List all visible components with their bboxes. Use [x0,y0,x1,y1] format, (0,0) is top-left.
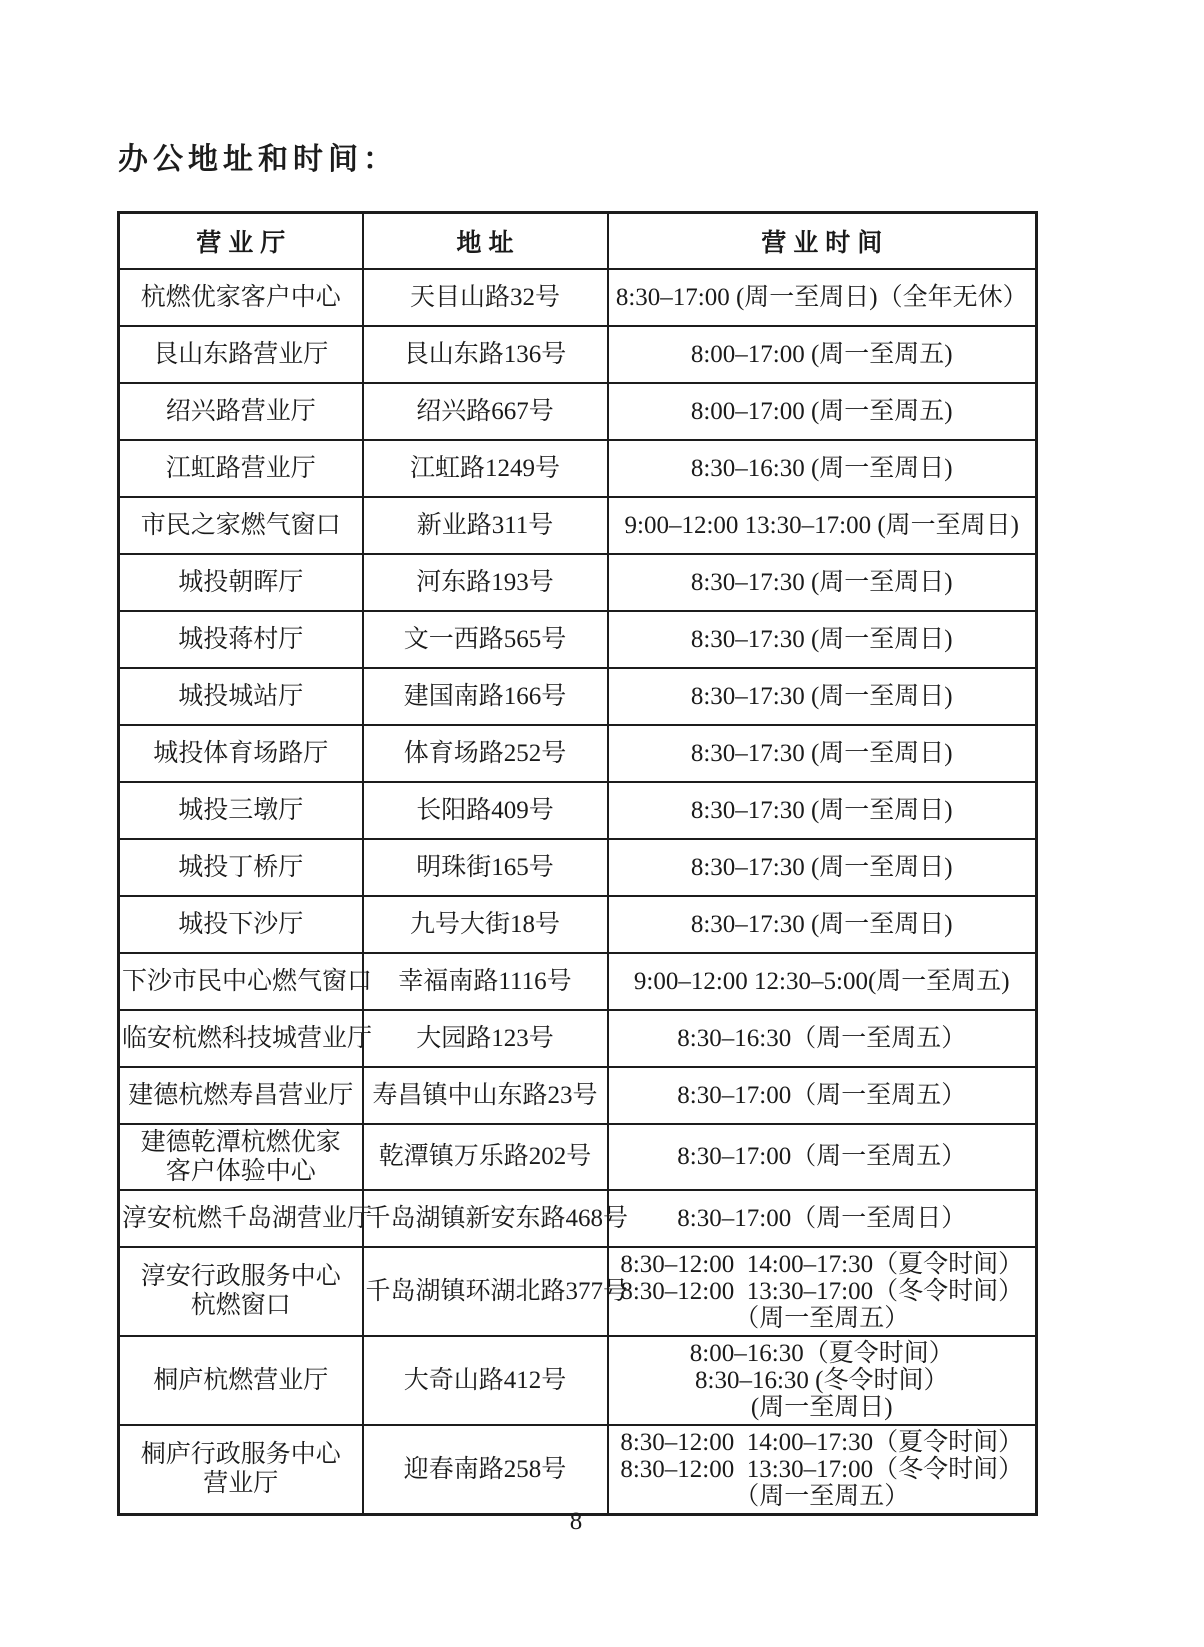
cell-hall [119,1247,363,1336]
cell-hall [119,554,363,611]
cell-address [363,440,608,497]
table-body [119,269,1037,1515]
cell-hall-line: 江虹路营业厅 [165,454,316,482]
table-row [119,269,1037,326]
cell-hall [119,1336,363,1425]
cell-hours [608,1067,1037,1124]
cell-hours-line: （周一至周五） [734,1482,910,1510]
table-row [119,725,1037,782]
cell-hours-line: 8:30–17:30 (周一至周日) [690,739,953,767]
cell-hall-line: 建德乾潭杭燃优家 [140,1128,341,1156]
table-row [119,554,1037,611]
table-row [119,1190,1037,1247]
cell-address [363,269,608,326]
column-header-hall: 营业厅 [119,213,363,269]
cell-address [363,953,608,1010]
cell-hall [119,1124,363,1190]
table-row [119,782,1037,839]
cell-hours [608,1336,1037,1425]
cell-hours-line: 8:30–12:00 13:30–17:00（冬令时间） [620,1277,1024,1305]
cell-hours-line: 8:30–16:30（周一至周五） [677,1024,967,1052]
table-row [119,326,1037,383]
cell-address-line: 寿昌镇中山东路23号 [372,1081,598,1109]
cell-hours-line: 8:30–17:00（周一至周五） [677,1081,967,1109]
cell-hall [119,383,363,440]
cell-address [363,1336,608,1425]
cell-hours [608,326,1037,383]
cell-address [363,1067,608,1124]
table-row [119,668,1037,725]
cell-address-line: 大园路123号 [416,1024,554,1052]
cell-hall-line: 市民之家燃气窗口 [140,511,341,539]
cell-address-line: 长阳路409号 [416,796,554,824]
cell-hours-line: 9:00–12:00 13:30–17:00 (周一至周日) [624,511,1019,539]
cell-hours-line: 8:30–17:00（周一至周日） [677,1204,967,1232]
cell-hall-line: 营业厅 [203,1470,279,1497]
cell-hall [119,1010,373,1067]
cell-address [363,725,608,782]
cell-address [363,782,608,839]
cell-hours-line: 8:30–17:30 (周一至周日) [690,910,953,938]
cell-address [363,839,608,896]
cell-hall [119,896,363,953]
cell-hall-line: 临安杭燃科技城营业厅 [122,1024,373,1052]
cell-hours-line: 8:30–17:30 (周一至周日) [690,568,953,596]
cell-address [363,554,608,611]
cell-hours [608,953,1037,1010]
cell-hall-line: 城投朝晖厅 [178,568,304,596]
cell-hall [119,1067,363,1124]
cell-hall-line: 城投三墩厅 [178,796,304,824]
cell-hours-line: 8:30–12:00 14:00–17:30（夏令时间） [620,1250,1024,1278]
cell-hours [608,497,1037,554]
cell-hall [119,782,363,839]
cell-address-line: 艮山东路136号 [403,340,567,368]
table-row [119,611,1037,668]
table-header-row [119,213,1037,269]
cell-address-line: 河东路193号 [416,568,554,596]
cell-address-line: 明珠街165号 [416,853,554,881]
cell-hall-line: 桐庐杭燃营业厅 [153,1366,329,1394]
cell-hall-line: 城投城站厅 [178,682,304,710]
cell-address-line: 新业路311号 [416,511,554,539]
table-row [119,1067,1037,1124]
cell-hall-line: 绍兴路营业厅 [165,397,316,425]
cell-hours-line: (周一至周日) [750,1393,893,1421]
cell-hours [608,668,1037,725]
table-row [119,1010,1037,1067]
page-number: 8 [569,1508,583,1535]
cell-address [363,1247,629,1336]
cell-hours-line: 8:30–17:30 (周一至周日) [690,796,953,824]
column-header-address: 地址 [363,213,608,269]
cell-address-line: 天目山路32号 [409,283,560,311]
cell-address [363,383,608,440]
cell-hours [608,725,1037,782]
cell-address [363,1425,608,1515]
table-row [119,440,1037,497]
table-row [119,383,1037,440]
cell-address [363,326,608,383]
cell-hours [608,554,1037,611]
cell-hall-line: 城投下沙厅 [178,910,304,938]
cell-hours-line: 8:30–17:00（周一至周五） [677,1143,967,1170]
cell-address-line: 绍兴路667号 [416,397,554,425]
page-title: 办公地址和时间： [118,143,398,176]
cell-address-line: 千岛湖镇环湖北路377号 [365,1277,629,1305]
cell-hours [608,782,1037,839]
cell-hall-line: 艮山东路营业厅 [153,340,329,368]
cell-address-line: 千岛湖镇新安东路468号 [365,1204,629,1232]
table-row [119,1425,1037,1515]
cell-hours-line: 8:30–17:00 (周一至周日)（全年无休） [615,283,1028,311]
cell-hours-line: 8:30–16:30 (周一至周日) [690,454,953,482]
cell-hall-line: 淳安杭燃千岛湖营业厅 [122,1204,373,1232]
cell-hall [119,326,363,383]
cell-hall [119,1190,373,1247]
cell-address-line: 体育场路252号 [403,739,567,767]
cell-address [363,668,608,725]
cell-hours-line: 8:30–17:30 (周一至周日) [690,625,953,653]
cell-hall [119,668,363,725]
cell-hall-line: 客户体验中心 [165,1157,316,1185]
cell-hall [119,269,363,326]
cell-hours [608,1247,1037,1336]
cell-hours-line: 8:30–17:30 (周一至周日) [690,682,953,710]
office-hours-table [117,211,1038,1516]
cell-hours-line: 8:30–12:00 14:00–17:30（夏令时间） [620,1428,1024,1456]
cell-address [363,1124,608,1190]
cell-hours [608,611,1037,668]
cell-address-line: 九号大街18号 [409,910,560,938]
cell-hours [608,839,1037,896]
cell-address-line: 江虹路1249号 [409,454,560,482]
cell-address-line: 建国南路166号 [403,682,567,710]
cell-hours-line: 9:00–12:00 12:30–5:00(周一至周五) [633,967,1010,995]
cell-hall-line: 建德杭燃寿昌营业厅 [128,1081,354,1109]
cell-address [363,1190,629,1247]
table-row [119,839,1037,896]
cell-hall [119,839,363,896]
cell-address-line: 迎春南路258号 [403,1455,567,1483]
cell-address-line: 文一西路565号 [403,625,567,653]
cell-hours [608,269,1037,326]
cell-hours [608,1425,1037,1515]
cell-hours [608,383,1037,440]
table-row [119,953,1037,1010]
cell-address-line: 乾潭镇万乐路202号 [378,1143,592,1170]
cell-hall-line: 杭燃优家客户中心 [140,283,341,311]
cell-address [363,896,608,953]
cell-hours-line: 8:00–16:30（夏令时间） [689,1339,954,1367]
cell-hall-line: 城投体育场路厅 [153,739,329,767]
cell-hall [119,440,363,497]
cell-hall-line: 城投丁桥厅 [178,853,304,881]
cell-hours [608,1010,1037,1067]
cell-hours [608,1124,1037,1190]
table-row [119,497,1037,554]
cell-hall-line: 城投蒋村厅 [178,625,304,653]
cell-hours-line: 8:00–17:00 (周一至周五) [690,340,953,368]
cell-address-line: 幸福南路1116号 [398,967,572,995]
cell-hours-line: （周一至周五） [734,1304,910,1332]
cell-hours [608,440,1037,497]
cell-hall [119,725,363,782]
table-row [119,1247,1037,1336]
table-row [119,896,1037,953]
cell-hall-line: 下沙市民中心燃气窗口 [122,967,373,995]
cell-hall [119,611,363,668]
cell-address [363,611,608,668]
cell-hours-line: 8:00–17:00 (周一至周五) [690,397,953,425]
cell-address-line: 大奇山路412号 [403,1366,567,1394]
cell-hours-line: 8:30–12:00 13:30–17:00（冬令时间） [620,1455,1024,1483]
cell-hall [119,1425,363,1515]
cell-hall-line: 淳安行政服务中心 [140,1263,341,1290]
cell-hours-line: 8:30–17:30 (周一至周日) [690,853,953,881]
cell-hall-line: 桐庐行政服务中心 [140,1441,341,1468]
cell-hours [608,896,1037,953]
cell-hall [119,497,363,554]
cell-hours [608,1190,1037,1247]
cell-hall [119,953,373,1010]
cell-address [363,1010,608,1067]
cell-hours-line: 8:30–16:30 (冬令时间） [695,1366,949,1394]
cell-hall-line: 杭燃窗口 [190,1292,291,1319]
cell-address [363,497,608,554]
table-row [119,1124,1037,1190]
table-row [119,1336,1037,1425]
column-header-hours: 营业时间 [608,213,1037,269]
